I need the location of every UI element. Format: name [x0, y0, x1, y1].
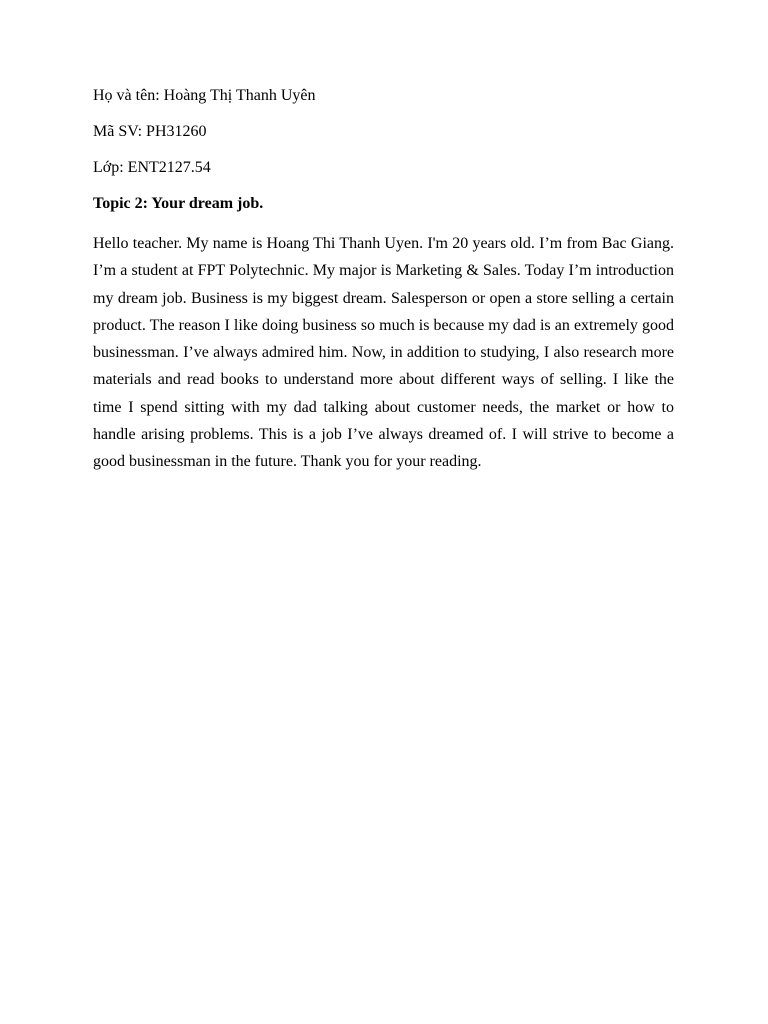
- topic-heading: Topic 2: Your dream job.: [93, 195, 264, 212]
- student-name-line: Họ và tên: Hoàng Thị Thanh Uyên: [93, 87, 316, 104]
- class-line: Lớp: ENT2127.54: [93, 159, 211, 176]
- student-id-line: Mã SV: PH31260: [93, 123, 207, 140]
- document-page: [93, 86, 674, 476]
- essay-paragraph: Hello teacher. My name is Hoang Thi Thanh Uyen. I'm 20 years old. I’m from Bac Giang. I’m a student at FPT Polytechnic. My major is Marketing & Sales. Today I’m introduction my dream job. Business is my biggest dream. Salesperson or open a store selling a certain product. The reason I like doing business so much is because my dad is an extremely good businessman. I’ve always admired him. Now, in addition to studying, I also research more materials and read books to understand more about different ways of selling. I like the time I spend sitting with my dad talking about customer needs, the market or how to handle arising problems. This is a job I’ve always dreamed of. I will strive to become a good businessman in the future. Thank you for your reading.: [93, 235, 674, 471]
